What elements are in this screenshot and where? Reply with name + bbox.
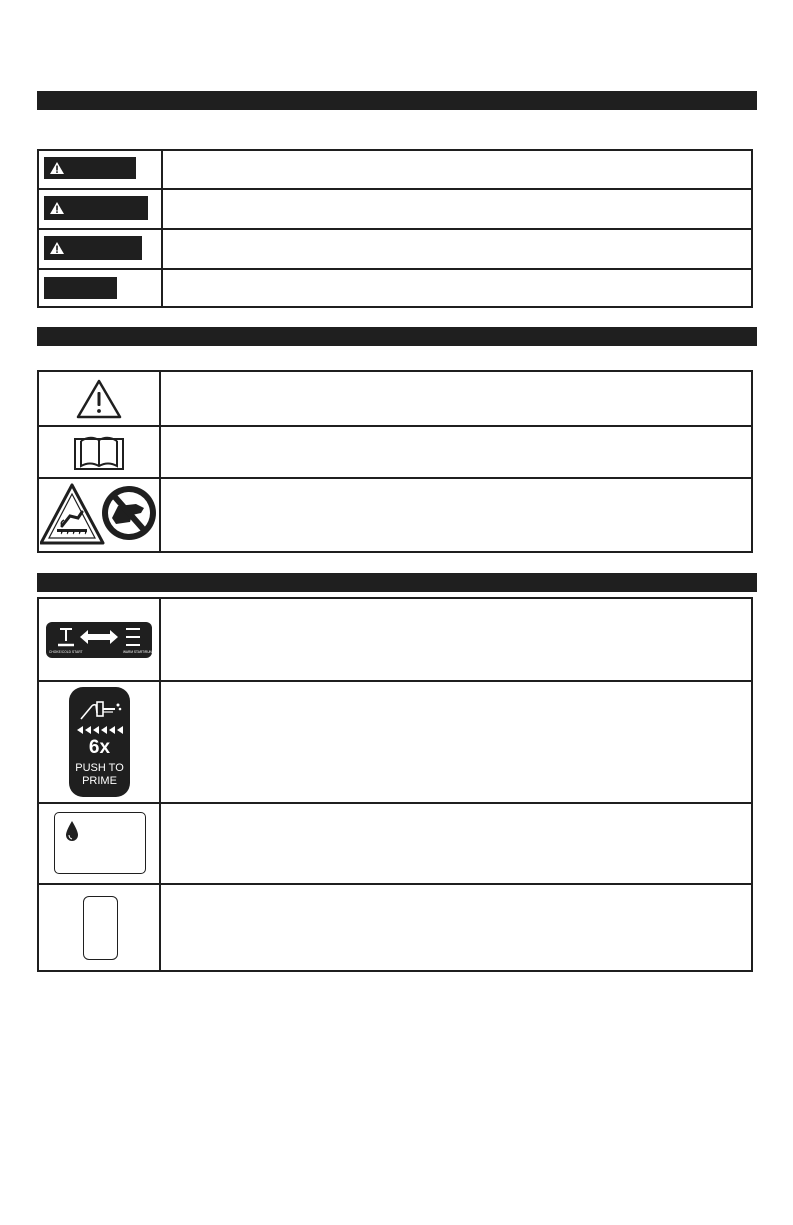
warning-triangle-icon <box>76 379 122 419</box>
choke-label-left: CHOKE/COLD START <box>49 650 83 654</box>
caution-signal-badge <box>44 236 142 260</box>
primer-count: 6x <box>88 737 111 758</box>
warning-signal-badge <box>44 196 148 220</box>
signal-word-row-warning <box>39 190 751 230</box>
push-arrows-icon <box>77 726 123 734</box>
primer-bulb-label <box>69 687 130 797</box>
symbol-row-fuel <box>39 804 751 885</box>
symbol-row-safety-alert <box>39 372 751 427</box>
symbol-row-primer <box>39 682 751 804</box>
section-header-bar-1 <box>37 91 757 110</box>
fuel-label-box <box>54 812 146 874</box>
blank-label-box <box>83 896 118 960</box>
read-manual-book-icon <box>73 433 125 471</box>
fuel-drop-icon <box>64 821 80 843</box>
hot-surface-do-not-touch-icon <box>40 482 158 548</box>
alert-triangle-icon <box>50 202 64 214</box>
primer-line-2: PRIME <box>82 775 117 787</box>
signal-word-row-caution <box>39 230 751 270</box>
finger-press-icon <box>77 699 123 721</box>
danger-signal-badge <box>44 157 136 179</box>
signal-words-table <box>37 149 753 308</box>
choke-label-right: WARM START/RUN <box>123 650 152 654</box>
notice-signal-badge <box>44 277 117 299</box>
signal-word-row-notice <box>39 270 751 306</box>
control-symbols-table <box>37 597 753 972</box>
primer-line-1: PUSH TO <box>75 762 124 774</box>
alert-triangle-icon <box>50 242 64 254</box>
section-header-bar-3 <box>37 573 757 592</box>
section-header-bar-2 <box>37 327 757 346</box>
symbol-row-hot-surface <box>39 479 751 551</box>
symbol-row-blank-label <box>39 885 751 970</box>
alert-triangle-icon <box>50 162 64 174</box>
symbol-row-choke <box>39 599 751 682</box>
symbol-row-read-manual <box>39 427 751 479</box>
signal-word-row-danger <box>39 151 751 190</box>
safety-symbols-table <box>37 370 753 553</box>
